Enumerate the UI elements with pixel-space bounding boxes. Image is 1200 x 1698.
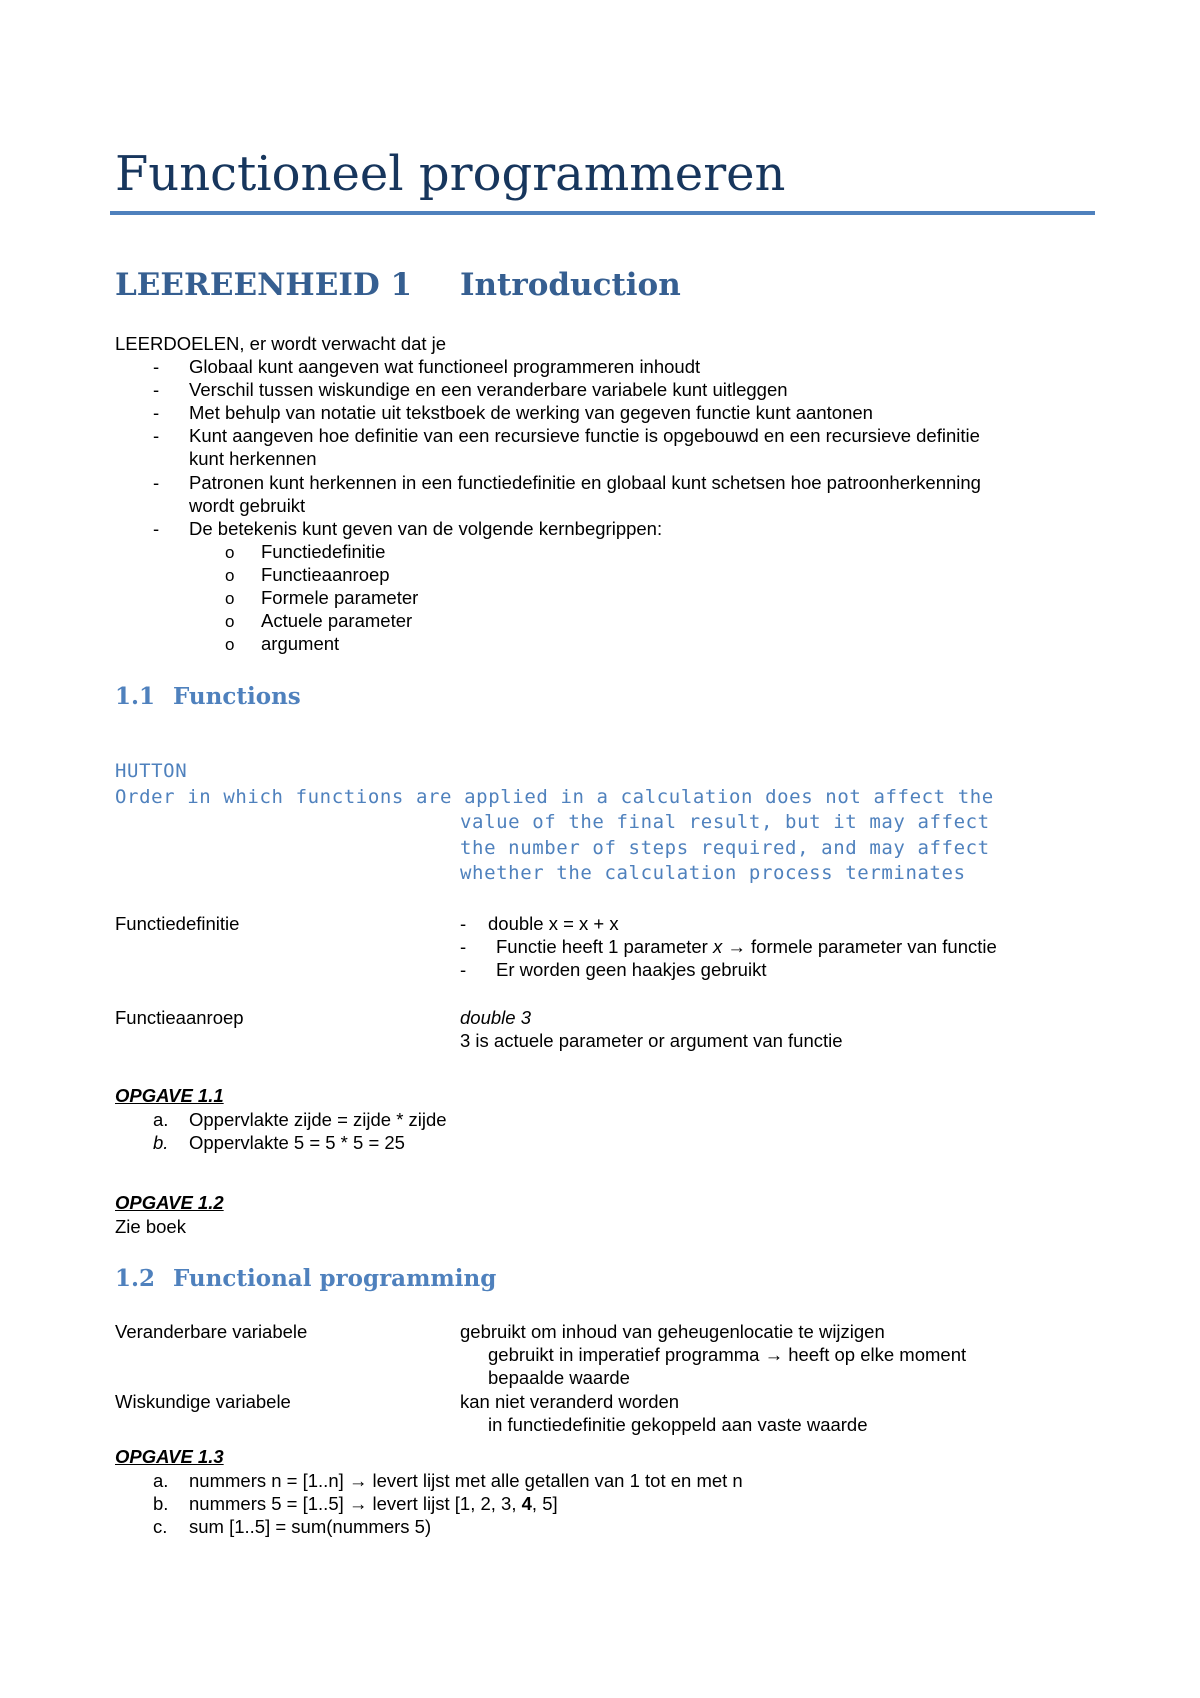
param-variable: x [712,936,723,957]
list-marker: b. [153,1493,169,1514]
bullet-dash: - [460,959,467,980]
opgave-1-3-b-bold: 4 [521,1493,532,1514]
opgave-1-1-a: Oppervlakte zijde = zijde * zijde [189,1109,447,1130]
functiedefinitie-parameter [496,935,997,958]
bullet-o: o [225,612,235,631]
kernbegrip-5: argument [261,633,340,654]
opgave-1-3-b [189,1492,558,1515]
functiedefinitie-example: double x = x + x [488,913,619,934]
bullet-dash: - [153,425,160,446]
wiskundig-line-1: kan niet veranderd worden [460,1391,680,1412]
functieaanroep-explanation: 3 is actuele parameter or argument van functie [460,1030,843,1051]
kernbegrip-3: Formele parameter [261,587,419,608]
opgave-1-2-text: Zie boek [115,1216,186,1237]
learning-goal-4-line-2: kunt herkennen [189,448,317,469]
quote-line-2: the number of steps required, and may affect [460,837,990,859]
veranderbaar-line-2: gebruikt in imperatief programma → heeft op elke moment [488,1344,967,1365]
term-functiedefinitie: Functiedefinitie [115,913,240,934]
wiskundig-line-2: in functiedefinitie gekoppeld aan vaste waarde [488,1414,868,1435]
learning-goals-intro: LEERDOELEN, er wordt verwacht dat je [115,333,447,354]
term-functieaanroep: Functieaanroep [115,1007,244,1028]
learning-goal-2: Verschil tussen wiskundige en een veranderbare variabele kunt uitleggen [189,379,788,400]
opgave-1-3-b-text: nummers 5 = [1..5] → levert lijst [1, 2, 3, [189,1493,522,1514]
chapter-name: Introduction [460,267,681,303]
opgave-1-3-label: OPGAVE 1.3 [115,1446,224,1467]
functieaanroep-example: double 3 [460,1007,531,1028]
bullet-dash: - [460,913,467,934]
section-title: Functional programming [173,1265,497,1292]
learning-goal-5-line-2: wordt gebruikt [189,495,306,516]
bullet-o: o [225,543,235,562]
term-veranderbare-variabele: Veranderbare variabele [115,1321,308,1342]
opgave-1-3-b-end: , 5] [531,1493,558,1514]
opgave-1-1-label: OPGAVE 1.1 [115,1085,224,1106]
term-wiskundige-variabele: Wiskundige variabele [115,1391,291,1412]
opgave-1-1-b: Oppervlakte 5 = 5 * 5 = 25 [189,1132,405,1153]
chapter-label: LEEREENHEID 1 [115,267,413,303]
bullet-dash: - [153,356,160,377]
quote-lead: Order in which functions are applied in a calculation does not affect the [115,786,994,808]
bullet-dash: - [460,936,467,957]
bullet-o: o [225,635,235,654]
list-marker: c. [153,1516,168,1537]
learning-goal-6: De betekenis kunt geven van de volgende kernbegrippen: [189,518,663,539]
bullet-dash: - [153,379,160,400]
bullet-o: o [225,589,235,608]
kernbegrip-2: Functieaanroep [261,564,390,585]
learning-goal-5-line-1: Patronen kunt herkennen in een functiedefinitie en globaal kunt schetsen hoe patroonherkenning [189,472,981,493]
list-marker: a. [153,1109,169,1130]
section-number: 1.2 [115,1265,156,1292]
bullet-dash: - [153,518,160,539]
quote-line-3: whether the calculation process terminates [460,862,966,884]
bullet-dash: - [153,402,160,423]
title-underline [110,211,1095,215]
param-text: Functie heeft 1 parameter [496,936,713,957]
document-title: Functioneel programmeren [115,146,786,202]
functiedefinitie-no-brackets: Er worden geen haakjes gebruikt [496,959,767,980]
section-heading-1-2 [115,1265,496,1292]
kernbegrip-4: Actuele parameter [261,610,413,631]
veranderbaar-line-3: bepaalde waarde [488,1367,630,1388]
opgave-1-3-a: nummers n = [1..n] → levert lijst met alle getallen van 1 tot en met n [189,1470,743,1491]
section-title: Functions [173,683,301,710]
param-explanation: → formele parameter van functie [722,936,997,957]
bullet-o: o [225,566,235,585]
section-number: 1.1 [115,683,156,710]
bullet-dash: - [153,472,160,493]
learning-goal-4-line-1: Kunt aangeven hoe definitie van een recursieve functie is opgebouwd en een recursieve definitie [189,425,980,446]
opgave-1-2-label: OPGAVE 1.2 [115,1192,224,1213]
opgave-1-3-c: sum [1..5] = sum(nummers 5) [189,1516,432,1537]
list-marker: a. [153,1470,169,1491]
quote-source: HUTTON [115,760,188,782]
quote-line-1: value of the final result, but it may affect [460,811,990,833]
learning-goal-3: Met behulp van notatie uit tekstboek de werking van gegeven functie kunt aantonen [189,402,873,423]
veranderbaar-line-1: gebruikt om inhoud van geheugenlocatie te wijzigen [460,1321,885,1342]
section-heading-1-1 [115,683,301,710]
kernbegrip-1: Functiedefinitie [261,541,386,562]
learning-goal-1: Globaal kunt aangeven wat functioneel programmeren inhoudt [189,356,701,377]
list-marker: b. [153,1132,169,1153]
